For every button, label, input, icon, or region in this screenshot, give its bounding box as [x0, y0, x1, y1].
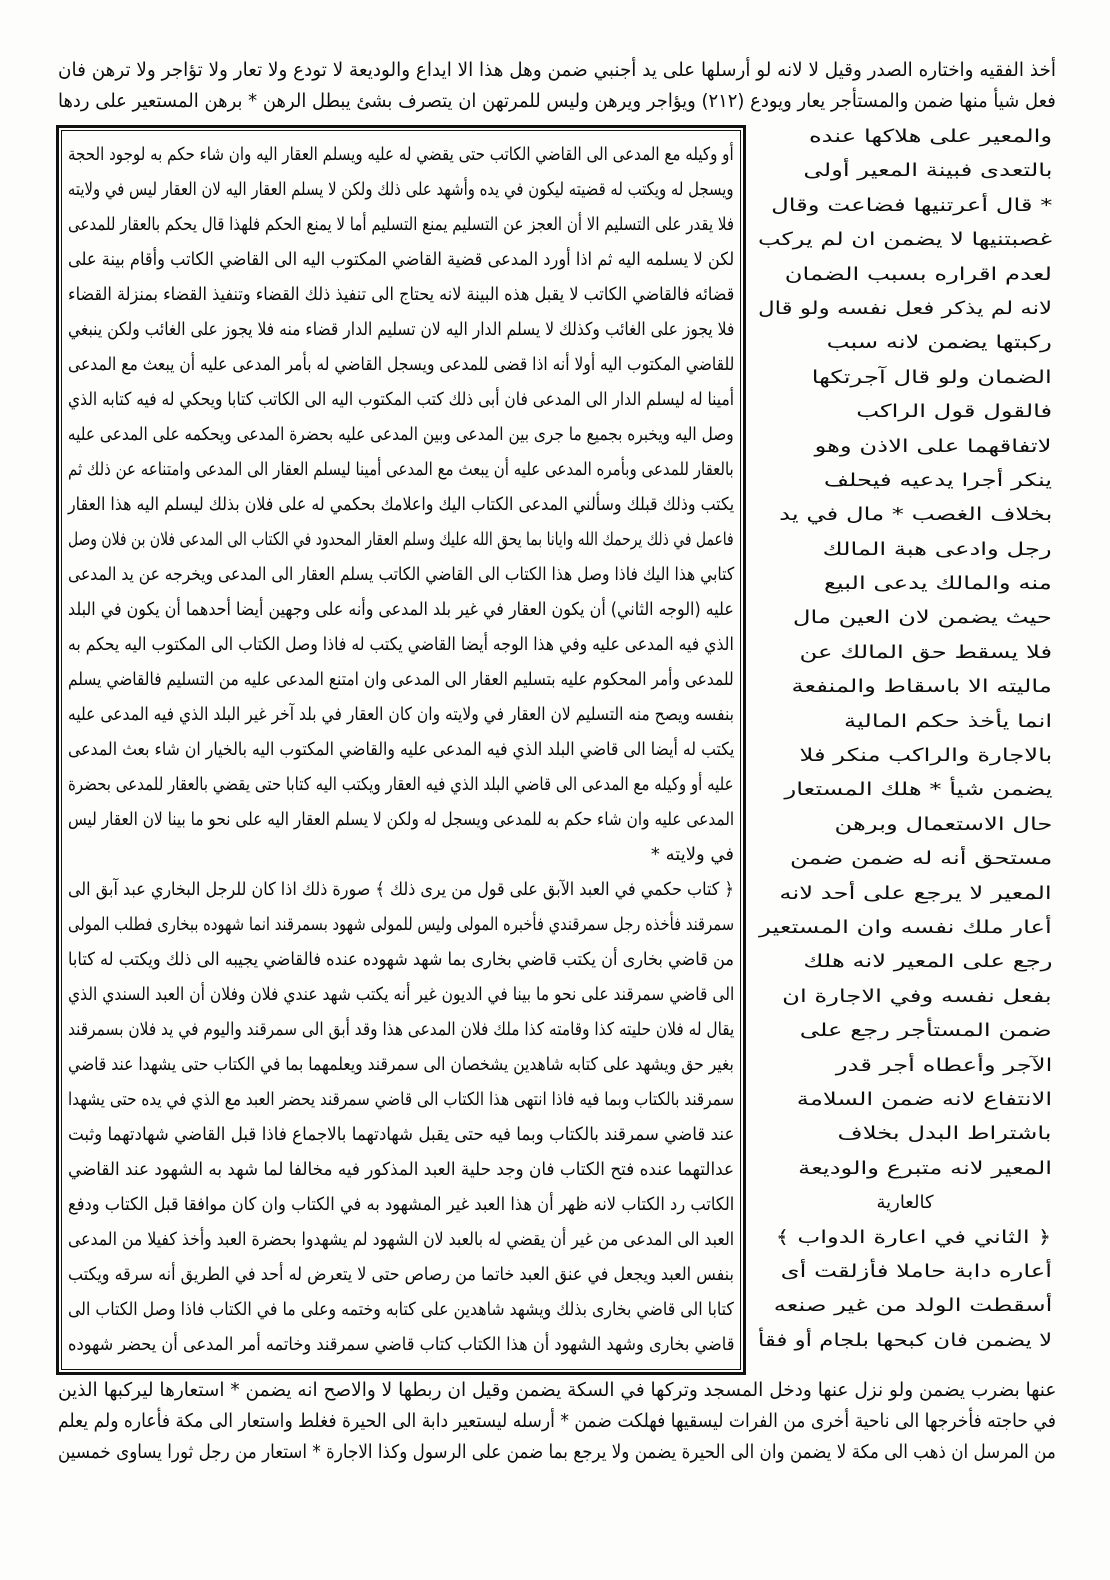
margin-note-content: الآجر وأعطاه أجر قدر: [835, 1054, 1052, 1076]
main-text-line: [68, 172, 734, 207]
main-text-line-content: عليه (الوجه الثاني) أن يكون العقار في غير بلد المدعى وأنه على وجهين أيضا أحدهما أن يكون في البلد: [68, 599, 734, 620]
margin-note-content: باشتراط البدل بخلاف: [838, 1123, 1052, 1145]
main-text-line-content: عدالتهما عنده فتح الكتاب فان وجد حلية العبد المذكور فيه مخالفا لما شهد به الشهود عند القاضي: [67, 1159, 734, 1180]
margin-note-line: [758, 1083, 1052, 1117]
main-text-line: [68, 907, 734, 942]
footer-line-content: في حاجته فأخرجها الى ناحية أخرى من الفرات ليسقيها فهلكت ضمن * أرسله ليستعير دابة الى الحيرة فغلط واستعار الى مكة فأعاره ولم يعلم: [58, 1410, 1056, 1432]
main-text-line-content: فلا يقدر على التسليم الا أن العجز عن التسليم يمنع التسليم أما لا يمنع الحكم فلهذا قال يحكم بالعقار للمدعى: [68, 214, 734, 235]
margin-note-line: [758, 1186, 1052, 1220]
main-text-line: [68, 977, 734, 1012]
main-text-line: [68, 277, 734, 312]
margin-note-content: بالتعدى فبينة المعير أولى: [802, 160, 1052, 182]
margin-note-line: [758, 533, 1052, 567]
margin-note-content: أعار ملك نفسه وان المستعير: [759, 916, 1052, 938]
main-text-line: [68, 382, 734, 417]
main-text-line: [68, 592, 734, 627]
margin-note-content: الانتفاع لانه ضمن السلامة: [796, 1088, 1052, 1110]
margin-note-line: [758, 189, 1052, 223]
header-line-2: [58, 86, 1056, 117]
margin-note-line: [758, 430, 1052, 464]
main-text-line: [68, 1047, 734, 1082]
margin-note-line: [758, 326, 1052, 360]
margin-note-content: الضمان ولو قال آجرتكها: [811, 366, 1052, 388]
margin-note-line: [758, 1117, 1052, 1151]
margin-note-line: [758, 911, 1052, 945]
page-header: [58, 55, 1056, 117]
margin-note-content: بخلاف الغصب * مال في يد: [778, 504, 1052, 526]
page-footer: [58, 1375, 1056, 1468]
main-text-line-content: للقاضي المكتوب اليه أولا أنه اذا قضى للمدعى ويسجل القاضي له بأمر المدعى عليه أن يبعث مع المدعى: [67, 354, 734, 375]
main-text-line: [68, 767, 734, 802]
margin-note-content: لاتفاقهما على الاذن وهو: [815, 435, 1052, 457]
margin-note-content: غصبتنيها لا يضمن ان لم يركب: [757, 229, 1052, 251]
main-text-line-content: سمرقند فأخذه رجل سمرقندي فأخبره المولى وليس للمولى شهود بسمرقند انما شهوده ببخارى فطلب المولى: [67, 914, 734, 935]
main-text-line-content: الكاتب رد الكتاب لانه ظهر أن هذا العبد غير المشهود به في الكتاب وان كان موافقا قبل الكتاب ودفع: [67, 1194, 734, 1215]
main-text-line: [68, 1257, 734, 1292]
margin-note-line: [758, 223, 1052, 257]
margin-note-content: رجل وادعى هبة المالك: [822, 538, 1052, 560]
main-text-line-content: لكن لا يسلمه اليه ثم اذا أورد المدعى قضية القاضي المكتوب اليه الى القاضي الكاتب وأقام بينة على: [67, 249, 734, 270]
main-text-line-content: سمرقند بالكتاب وبما فيه فاذا انتهى هذا الكتاب الى قاضي سمرقند يحضر العبد مع الذي في يده حتى يشهدا: [67, 1089, 734, 1110]
margin-note-content: فالقول قول الراكب: [856, 401, 1052, 423]
main-text-line: [68, 1222, 734, 1257]
main-text-line: [68, 627, 734, 662]
main-text-line-content: بالعقار للمدعى وبأمره المدعى عليه أن يبعث مع المدعى أمينا ليسلم العقار الى المدعى وامتناعه عن ذلك ثم: [68, 459, 734, 480]
main-text-line-content: وصل اليه ويخبره بجميع ما جرى بين المدعى وبين المدعى عليه بحضرة المدعى ويحكمه على المدعى عليه: [68, 424, 734, 445]
margin-note-content: أسقطت الولد من غير صنعه: [773, 1295, 1052, 1317]
margin-note-line: [758, 120, 1052, 154]
main-text-line: [68, 942, 734, 977]
main-text-line: [68, 1152, 734, 1187]
header-line-2-text: [58, 86, 1056, 117]
margin-note-content: لعدم اقراره بسبب الضمان: [784, 263, 1052, 285]
main-text-line-content: يكتب وذلك قبلك وسألني المدعى الكتاب اليك واعلامك بحكمي له على فلان بذلك ليسلم اليه هذا العقار: [67, 494, 734, 515]
margin-note-content: ماليته الا باسقاط والمنفعة: [791, 676, 1052, 698]
margin-note-line: [758, 567, 1052, 601]
margin-note-content: المعير لا يرجع على أحد لانه: [779, 882, 1052, 904]
margin-note-content: بفعل نفسه وفي الاجارة ان: [782, 985, 1052, 1007]
main-text-line-content: قاضي بخارى وشهد الشهود أن هذا الكتاب كتاب قاضي سمرقند وخاتمه أمر المدعى أن يحضر شهوده: [67, 1334, 734, 1355]
margin-note-content: فلا يسقط حق المالك عن: [799, 641, 1052, 663]
margin-note-line: [758, 258, 1052, 292]
margin-note-line: [758, 1289, 1052, 1323]
header-line-1-text: أخذ الفقيه واختاره الصدر وقيل لا لانه لو أرسلها على يد أجنبي ضمن وهل هذا الا ايداع والوديعة لا تودع ولا تعار ولا تؤاجر ولا ترهن فان: [58, 59, 1056, 81]
main-text-paragraph-end-line: [68, 837, 734, 872]
main-text-line: [68, 1082, 734, 1117]
margin-note-content: كالعارية: [876, 1192, 934, 1214]
main-text-line: [68, 1187, 734, 1222]
margin-note-line: [758, 1049, 1052, 1083]
main-text-line: [68, 452, 734, 487]
main-text-line-content: بنفس العبد ويجعل في عنق العبد خاتما من رصاص حتى لا يتعرض له أحد في الطريق أنه سرقه ويكتب: [68, 1264, 734, 1285]
main-text-line: [68, 1292, 734, 1327]
main-text-line-content: يقال له فلان حليته كذا وقامته كذا ملك فلان المدعى هذا وقد أبق الى سمرقند واليوم في يد فلان بسمرقند: [67, 1019, 734, 1040]
main-text-line: [68, 242, 734, 277]
main-text-line-content: من قاضي بخارى أن يكتب قاضي بخارى بما شهد شهوده عنده فالقاضي يجيبه الى ذلك ويكتب له كتابا: [68, 949, 734, 970]
main-text-line: [68, 557, 734, 592]
margin-note-line: [758, 705, 1052, 739]
margin-note-line: [758, 154, 1052, 188]
margin-note-line: [758, 292, 1052, 326]
main-text-line: [68, 312, 734, 347]
main-text-line: [68, 417, 734, 452]
margin-note-content: لانه لم يذكر فعل نفسه ولو قال: [757, 297, 1052, 319]
margin-note-line: [758, 498, 1052, 532]
main-text-line-content: عليه أو وكيله مع المدعى الى قاضي البلد الذي فيه العقار ويكتب اليه كتابا حتى يقضي بالعقار للمدعى بحضرة: [68, 774, 734, 795]
header-line-1: [58, 55, 1056, 86]
main-text-line-content: الى قاضي سمرقند على نحو ما بينا في الديون غير أنه يكتب شهد عندي فلان وفلان أن العبد السندي الذي: [67, 984, 734, 1005]
main-text-line-content: عند قاضي سمرقند بالكتاب وبما فيه حتى يقبل شهادتهما بالاجماع فاذا قبل القاضي شهادتهما وثبت: [67, 1124, 734, 1145]
margin-note-content: منه والمالك يدعى البيع: [824, 573, 1052, 595]
main-text-line: [68, 662, 734, 697]
margin-note-line: [758, 945, 1052, 979]
margin-note-content: رجع على المعير لانه هلك: [802, 951, 1052, 973]
footer-line: [58, 1375, 1056, 1406]
margin-note-line: [758, 1324, 1052, 1358]
margin-note-line: [758, 739, 1052, 773]
main-text-line-content: كتابي هذا اليك فاذا وصل هذا الكتاب الى القاضي الكاتب يسلم العقار الى المدعى ويخرجه عن يد المدعى: [67, 564, 734, 585]
chapter-heading-line: [68, 872, 734, 907]
chapter-heading-content: ﴿ كتاب حكمي في العبد الآبق على قول من يرى ذلك ﴾ صورة ذلك اذا كان للرجل البخاري عبد آبق الى: [68, 879, 734, 900]
main-text-line: [68, 1327, 734, 1362]
margin-note-content: بالاجارة والراكب منكر فلا: [799, 745, 1052, 767]
main-text-line-content: ويسجل له ويكتب له قضيته ليكون في يده وأشهد على ذلك ولكن لا يسلم العقار اليه لان العقار ليس في ولايته: [68, 179, 734, 200]
main-text-line-content: بغير حق ويشهد على كتابه شاهدين يشخصان الى سمرقند ويعلمهما بما في الكتاب حتى يشهدا عند قاضي: [68, 1054, 734, 1075]
main-text-line: [68, 697, 734, 732]
margin-note-content: انما يأخذ حكم المالية: [843, 710, 1052, 732]
main-text-line-content: قضائه فالقاضي الكاتب لا يقبل هذه البينة لانه يحتاج الى تنفيذ ذلك القضاء وتنفيذ القضاء بمنزلة القضاء: [67, 284, 734, 305]
header-line-2-end: ويؤاجر ويرهن وليس للمرتهن ان يتصرف بشئ يبطل الرهن * برهن المستعير على ردها: [58, 90, 696, 112]
main-text-line-content: بنفسه ويصح منه التسليم لان العقار في ولايته وان كان العقار في بلد آخر غير البلد الذي فيه المدعى عليه: [68, 704, 734, 725]
margin-note-line: [758, 464, 1052, 498]
margin-note-content: ركبتها يضمن لانه سبب: [826, 332, 1052, 354]
margin-note-content: والمعير على هلاكها عنده: [808, 126, 1052, 147]
main-text-line-content: كتابا الى قاضي بخارى بذلك ويشهد شاهدين على كتابه وختمه وعلى ما في الكتاب فاذا وصل الكتاب الى: [68, 1299, 734, 1320]
footer-line-content: من المرسل ان ذهب الى مكة لا يضمن وان الى الحيرة يضمن ولا يرجع بما ضمن على الرسول وكذا الاجارة * استعار من رجل ثورا يساوى خمسين: [58, 1441, 1056, 1463]
footer-line: [58, 1406, 1056, 1437]
page-number: (٢١٢): [701, 90, 745, 112]
header-line-2-start: فعل شيأ منها ضمن والمستأجر يعار ويودع: [750, 90, 1056, 112]
margin-note-content: أعاره دابة حاملا فأزلقت أى: [780, 1260, 1052, 1282]
margin-note-line: [758, 773, 1052, 807]
main-text-line: [68, 1012, 734, 1047]
margin-note-content: * قال أعرتنيها فضاعت وقال: [770, 194, 1052, 216]
margin-note-line: [758, 842, 1052, 876]
main-text-line: [68, 137, 734, 172]
margin-note-line: [758, 877, 1052, 911]
main-text-line-content: فاعمل في ذلك يرحمك الله وايانا بما يحق الله عليك وسلم العقار المحدود في الكتاب الى المدعى فلان بن فلان وصل: [68, 529, 734, 550]
margin-note-content: المعير لانه متبرع والوديعة: [798, 1157, 1052, 1179]
main-text-line-content: أمينا له ليسلم الدار الى المدعى فان أبى ذلك كتب المكتوب اليه الى الكاتب كتابا ويحكي له فيه كتابه الذي: [68, 389, 734, 410]
main-text-line: [68, 522, 734, 557]
main-text-line-content: يكتب له أيضا الى قاضي البلد الذي فيه المدعى عليه والقاضي المكتوب اليه بالخيار ان شاء بعث المدعى: [67, 739, 734, 760]
margin-note-line: [758, 361, 1052, 395]
main-text-line-content: الذي فيه المدعى عليه وفي هذا الوجه أيضا القاضي يكتب له فاذا وصل الكتاب الى المكتوب اليه يحكم به: [68, 634, 734, 655]
margin-note-line: [758, 601, 1052, 635]
main-text-line-content: في ولايته *: [650, 844, 734, 865]
margin-note-content: حال الاستعمال وبرهن: [834, 813, 1052, 835]
margin-note-line: [758, 980, 1052, 1014]
margin-commentary: [758, 120, 1052, 1358]
main-text-line: [68, 207, 734, 242]
margin-note-line: [758, 395, 1052, 429]
margin-note-line: [758, 808, 1052, 842]
main-text-line-content: المدعى عليه وان شاء حكم به للمدعى ويسجل له ولكن لا يسلم العقار اليه على نحو ما بينا لان العقار ليس: [67, 809, 734, 830]
main-text: [68, 137, 734, 1362]
margin-note-line: [758, 636, 1052, 670]
section-heading-line: [758, 1221, 1052, 1255]
margin-note-content: ينكر أجرا يدعيه فيحلف: [823, 469, 1052, 491]
section-heading-content: ﴿ الثاني في اعارة الدواب ﴾: [775, 1226, 1052, 1248]
main-text-line-content: فلا يجوز على الغائب وكذلك لا يسلم الدار اليه لان تسليم الدار قضاء منه فلا يجوز على الغائب ولكن ينبغي: [67, 319, 734, 340]
main-text-line-content: للمدعى وأمر المحكوم عليه بتسليم العقار الى المدعى وان امتنع المدعى عليه من التسليم فالقاضي يسلم: [68, 669, 734, 690]
main-text-line: [68, 1117, 734, 1152]
main-text-line: [68, 802, 734, 837]
margin-note-line: [758, 1255, 1052, 1289]
margin-note-content: حيث يضمن لان العين مال: [793, 607, 1052, 629]
margin-note-content: يضمن شيأ * هلك المستعار: [784, 779, 1052, 801]
margin-note-content: مستحق أنه له ضمن ضمن: [789, 848, 1052, 870]
main-text-line: [68, 732, 734, 767]
footer-line-content: عنها بضرب يضمن ولو نزل عنها ودخل المسجد وتركها في السكة يضمن وقيل ان ربطها لا والاصح انه يضمن * استعارها ليركبها الذين: [57, 1379, 1056, 1401]
main-text-line-content: العبد الى المدعى من غير أن يقضي له بالعبد لان الشهود لم يشهدوا بحضرة العبد وأخذ كفيلا من المدعى: [67, 1229, 734, 1250]
margin-note-content: لا يضمن فان كبحها بلجام أو فقأ: [757, 1329, 1052, 1351]
main-text-line: [68, 347, 734, 382]
margin-note-line: [758, 1014, 1052, 1048]
footer-line: [58, 1437, 1056, 1468]
margin-note-content: ضمن المستأجر رجع على: [800, 1020, 1052, 1042]
main-text-line: [68, 487, 734, 522]
margin-note-line: [758, 670, 1052, 704]
margin-note-line: [758, 1152, 1052, 1186]
main-text-line-content: أو وكيله مع المدعى الى القاضي الكاتب حتى يقضي له عليه ويسلم العقار اليه وان شاء حكم به لوجود الحجة: [68, 144, 734, 165]
